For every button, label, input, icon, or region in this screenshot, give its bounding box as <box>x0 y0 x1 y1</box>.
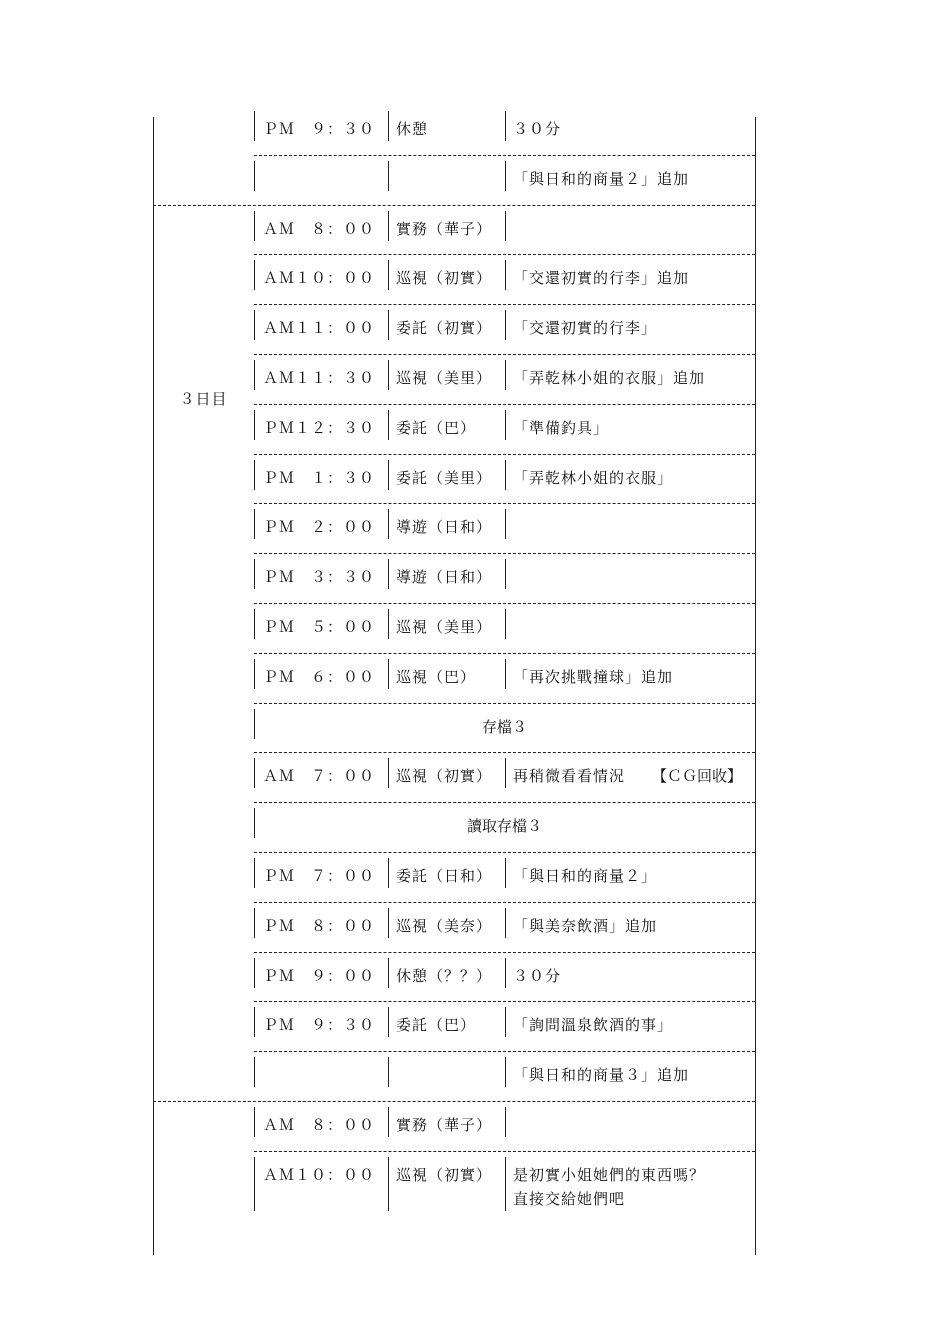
result-column-border <box>505 908 506 938</box>
time-column-border <box>254 908 255 938</box>
row-divider <box>254 304 755 305</box>
time-column-border <box>254 509 255 539</box>
action-column-border <box>388 1107 389 1137</box>
time-column-border <box>254 310 255 340</box>
result-column-border <box>505 559 506 589</box>
table-left-border <box>153 117 154 1255</box>
time-column-border <box>254 410 255 440</box>
result-column-border <box>505 659 506 689</box>
row-divider <box>254 155 755 156</box>
result-column-border <box>505 758 506 788</box>
result-cell: 「交還初實的行李」 <box>513 319 658 338</box>
row-divider <box>254 902 755 903</box>
day-divider <box>153 1101 755 1102</box>
time-cell: ＰＭ ９：３０ <box>263 120 376 138</box>
result-cell: 「再次挑戰撞球」追加 <box>513 667 674 686</box>
action-column-border <box>388 858 389 888</box>
save-note: 讀取存檔３ <box>466 817 542 836</box>
result-column-border <box>505 410 506 440</box>
result-cell-line2: 直接交給她們吧 <box>513 1189 626 1208</box>
action-cell: 巡視（美奈） <box>396 916 493 935</box>
time-column-border <box>254 958 255 988</box>
time-cell: ＡＭ１１：３０ <box>263 369 376 387</box>
time-cell: ＰＭ ９：３０ <box>263 1016 376 1035</box>
row-divider <box>254 404 755 405</box>
action-cell: 委託（巴） <box>396 418 477 437</box>
action-column-border <box>388 1057 389 1087</box>
day-divider <box>153 205 755 206</box>
action-cell: 導遊（日和） <box>396 518 493 537</box>
action-cell: 委託（日和） <box>396 867 493 885</box>
result-cell: 是初實小姐她們的東西嗎？ <box>513 1165 706 1184</box>
row-divider <box>254 752 755 753</box>
result-cell: 再稍微看看情況 <box>513 767 626 786</box>
time-cell: ＰＭ ５：００ <box>263 618 376 636</box>
action-column-border <box>388 609 389 639</box>
result-column-border <box>505 1107 506 1137</box>
time-cell: ＰＭ ２：００ <box>263 518 376 537</box>
action-column-border <box>388 908 389 938</box>
action-cell: 巡視（初實） <box>396 767 493 786</box>
result-cell: 「詢問溫泉飲酒的事」 <box>513 1016 674 1035</box>
time-cell: ＰＭ ８：００ <box>263 916 376 935</box>
action-cell: 實務（華子） <box>396 1116 493 1134</box>
time-column-border <box>254 111 255 141</box>
action-cell: 巡視（美里） <box>396 618 493 636</box>
action-column-border <box>388 211 389 241</box>
action-column-border <box>388 1157 389 1211</box>
time-cell: ＡＭ ７：００ <box>263 767 376 786</box>
result-cell: 「與日和的商量３」追加 <box>513 1066 690 1085</box>
row-divider <box>254 254 755 255</box>
row-divider <box>254 1051 755 1052</box>
action-column-border <box>388 310 389 340</box>
action-column-border <box>388 360 389 390</box>
result-column-border <box>505 211 506 241</box>
action-cell: 實務（華子） <box>396 219 493 238</box>
time-cell: ＰＭ １：３０ <box>263 468 376 487</box>
action-cell: 委託（巴） <box>396 1016 477 1035</box>
time-column-border <box>254 609 255 639</box>
result-column-border <box>505 260 506 290</box>
time-cell: ＰＭ ３：３０ <box>263 568 376 587</box>
day-label: ３日目 <box>179 390 228 408</box>
time-cell: ＡＭ１０：００ <box>263 1165 376 1184</box>
cg-tag: 【ＣＧ回收】 <box>652 767 743 786</box>
result-cell: 「弄乾林小姐的衣服」 <box>513 468 674 487</box>
action-column-border <box>388 659 389 689</box>
time-column-border <box>254 1057 255 1087</box>
result-column-border <box>505 1157 506 1211</box>
action-cell: 巡視（美里） <box>396 369 493 387</box>
result-cell: 「交還初實的行李」追加 <box>513 269 690 288</box>
action-column-border <box>388 1007 389 1037</box>
action-cell: 巡視（初實） <box>396 1165 493 1184</box>
result-column-border <box>505 161 506 191</box>
row-divider <box>254 503 755 504</box>
result-cell: ３０分 <box>513 966 562 985</box>
row-divider <box>254 952 755 953</box>
action-column-border <box>388 509 389 539</box>
row-divider <box>254 603 755 604</box>
row-divider <box>254 852 755 853</box>
result-column-border <box>505 609 506 639</box>
action-cell: 委託（初實） <box>396 319 493 338</box>
result-column-border <box>505 111 506 141</box>
action-column-border <box>388 758 389 788</box>
row-divider <box>254 553 755 554</box>
result-column-border <box>505 858 506 888</box>
result-cell: ３０分 <box>513 120 562 138</box>
time-column-border <box>254 858 255 888</box>
time-cell: ＰＭ ６：００ <box>263 667 376 686</box>
time-cell: ＡＭ ８：００ <box>263 1116 376 1134</box>
action-column-border <box>388 111 389 141</box>
row-divider <box>254 802 755 803</box>
time-cell: ＰＭ ７：００ <box>263 867 376 885</box>
time-column-border <box>254 360 255 390</box>
time-column-border <box>254 1007 255 1037</box>
time-column-border <box>254 211 255 241</box>
action-column-border <box>388 260 389 290</box>
result-column-border <box>505 1007 506 1037</box>
time-cell: ＰＭ ９：００ <box>263 966 376 985</box>
action-column-border <box>388 460 389 490</box>
action-column-border <box>388 559 389 589</box>
row-divider <box>254 1151 755 1152</box>
row-divider <box>254 703 755 704</box>
result-column-border <box>505 460 506 490</box>
table-right-border <box>755 117 756 1255</box>
action-cell: 導遊（日和） <box>396 568 493 587</box>
result-column-border <box>505 1057 506 1087</box>
row-divider <box>254 653 755 654</box>
time-column-border <box>254 1107 255 1137</box>
save-note: 存檔３ <box>481 717 527 736</box>
action-cell: 休憩（？？） <box>396 966 493 985</box>
time-column-border <box>254 1157 255 1211</box>
result-cell: 「準備釣具」 <box>513 418 610 437</box>
result-column-border <box>505 509 506 539</box>
row-divider <box>254 1001 755 1002</box>
action-cell: 巡視（巴） <box>396 667 477 686</box>
result-cell: 「與日和的商量２」追加 <box>513 169 690 188</box>
time-column-border <box>254 659 255 689</box>
time-column-border <box>254 260 255 290</box>
time-column-border <box>254 161 255 191</box>
result-cell: 「與美奈飲酒」追加 <box>513 916 658 935</box>
time-cell: ＡＭ１０：００ <box>263 269 376 288</box>
result-cell: 「弄乾林小姐的衣服」追加 <box>513 369 706 387</box>
action-cell: 休憩 <box>396 120 429 138</box>
result-column-border <box>505 360 506 390</box>
time-column-border <box>254 758 255 788</box>
result-column-border <box>505 958 506 988</box>
action-column-border <box>388 161 389 191</box>
row-divider <box>254 454 755 455</box>
action-column-border <box>388 410 389 440</box>
result-column-border <box>505 310 506 340</box>
action-column-border <box>388 958 389 988</box>
time-cell: ＡＭ ８：００ <box>263 219 376 238</box>
time-cell: ＡＭ１１：００ <box>263 319 376 338</box>
time-column-border <box>254 460 255 490</box>
row-divider <box>254 354 755 355</box>
time-column-border <box>254 559 255 589</box>
action-cell: 巡視（初實） <box>396 269 493 288</box>
result-cell: 「與日和的商量２」 <box>513 867 658 885</box>
time-cell: ＰＭ１２：３０ <box>263 418 376 437</box>
action-cell: 委託（美里） <box>396 468 493 487</box>
